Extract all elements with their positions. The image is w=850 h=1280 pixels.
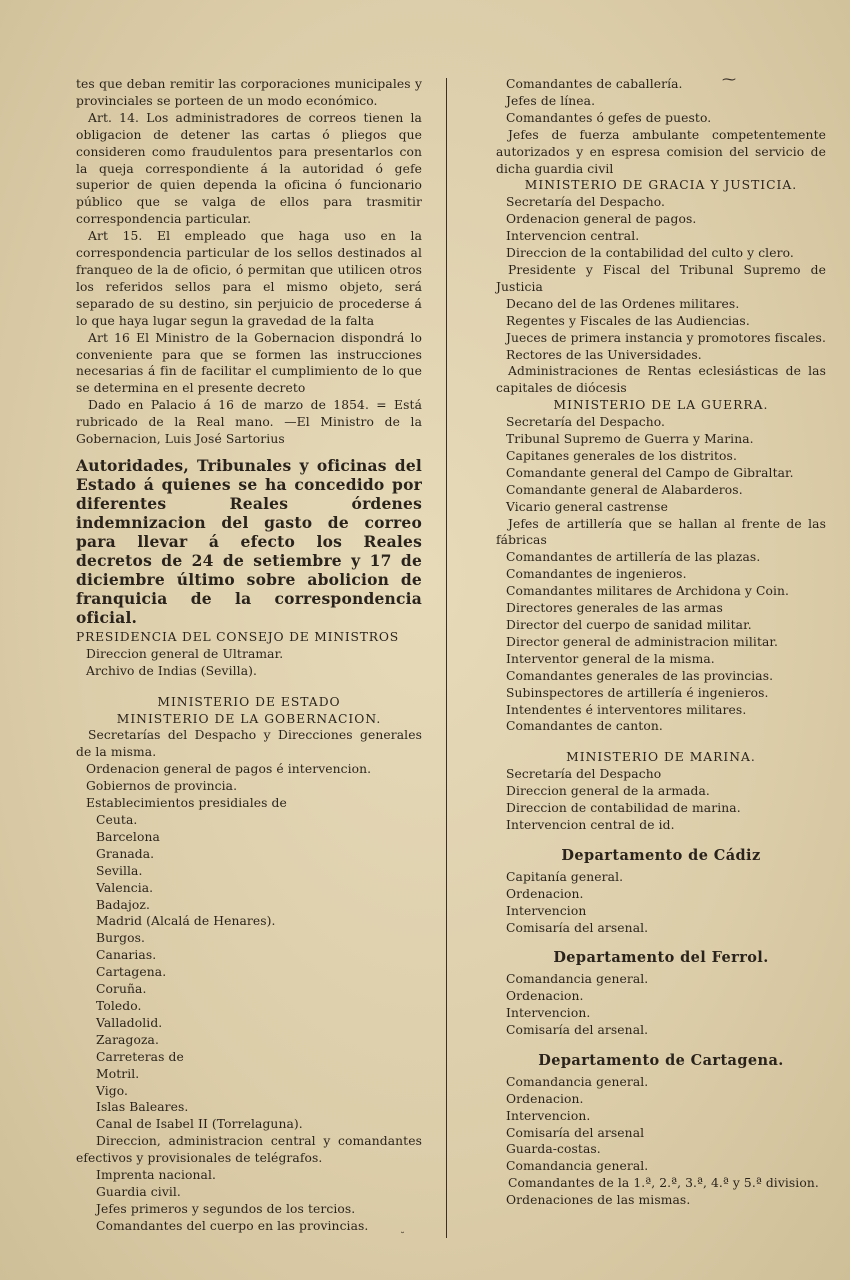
column-rule — [446, 78, 447, 1238]
list-item: Ordenacion. — [506, 1091, 584, 1106]
list-item: Comandantes de artillería de las plazas. — [506, 550, 761, 565]
list-item: Rectores de las Universidades. — [506, 347, 702, 362]
list-item: Secretaría del Despacho. — [506, 415, 666, 430]
presidencia-heading: PRESIDENCIA DEL CONSEJO DE MINISTROS — [76, 629, 399, 644]
list-item: Intendentes é interventores militares. — [506, 702, 747, 717]
list-item: Administraciones de Rentas eclesiásticas de las capitales de diócesis — [496, 364, 826, 396]
list-item: Comandancia general. — [506, 1159, 649, 1174]
list-item: Ordenaciones de las mismas. — [506, 1193, 691, 1208]
list-item: Comandantes del cuerpo en las provincias. — [96, 1218, 369, 1233]
presidio-item: Valladolid. — [96, 1015, 163, 1030]
presidio-item: Valencia. — [96, 880, 154, 895]
list-item: Comandantes de caballería. — [506, 77, 683, 91]
presidio-item: Islas Baleares. — [96, 1100, 189, 1115]
section-heading: Autoridades, Tribunales y oficinas del Estado á quienes se ha concedido por diferentes Reales órdenes indemnizacion del gasto de correo para llevar á efecto los Reales decretos de 24 de setiembre y 17 de diciembre último sobre abolicion de franquicia de la correspondencia oficial. — [76, 455, 422, 627]
ferrol-heading: Departamento del Ferrol. — [553, 949, 769, 967]
list-item: Direccion general de la armada. — [506, 784, 710, 799]
list-item: Jefes primeros y segundos de los tercios. — [96, 1201, 356, 1216]
list-item: Direccion general de Ultramar. — [86, 646, 284, 661]
presidio-item: Vigo. — [96, 1083, 129, 1098]
list-item: Direccion de la contabilidad del culto y clero. — [506, 246, 794, 261]
list-item: Intervencion — [506, 903, 587, 918]
list-item: Ordenacion general de pagos. — [506, 212, 697, 227]
list-item: Presidente y Fiscal del Tribunal Supremo de Justicia — [496, 262, 826, 294]
list-item: Secretarías del Despacho y Direcciones generales de la misma. — [76, 728, 422, 760]
list-item: Intervencion. — [506, 1108, 591, 1123]
list-item: Comandante general de Alabarderos. — [506, 482, 743, 497]
list-item: Canal de Isabel II (Torrelaguna). — [96, 1117, 303, 1132]
list-item: Intervencion central de id. — [506, 817, 675, 832]
list-item: Guardia civil. — [96, 1184, 181, 1199]
list-item: Tribunal Supremo de Guerra y Marina. — [506, 432, 754, 447]
list-item: Establecimientos presidiales de — [86, 796, 287, 811]
presidio-item: Zaragoza. — [96, 1032, 159, 1047]
list-item: Regentes y Fiscales de las Audiencias. — [506, 313, 750, 328]
list-item: Imprenta nacional. — [96, 1168, 217, 1183]
presidio-item: Motril. — [96, 1066, 140, 1081]
cartagena-heading: Departamento de Cartagena. — [538, 1051, 784, 1069]
article-15: Art 15. El empleado que haga uso en la correspondencia particular de los sellos destinados al franqueo de la de oficio, ó permitan que utilicen otros los referidos sellos para el mismo objeto, será separado de su destino, sin perjuicio de procederse á lo que haya lugar segun la gravedad de la falta — [76, 229, 422, 328]
list-item: Comandantes ó gefes de puesto. — [506, 110, 712, 125]
list-item: Intervencion central. — [506, 229, 640, 244]
list-item: Comandancia general. — [506, 972, 649, 987]
list-item: Comisaría del arsenal. — [506, 1023, 649, 1038]
list-item: Secretaría del Despacho — [506, 767, 662, 782]
list-item: Secretaría del Despacho. — [506, 195, 666, 210]
list-item: Jueces de primera instancia y promotores fiscales. — [506, 330, 826, 345]
list-item: Capitanes generales de los distritos. — [506, 448, 737, 463]
list-item: Director del cuerpo de sanidad militar. — [506, 618, 752, 632]
presidio-item: Madrid (Alcalá de Henares). — [96, 914, 276, 929]
presidio-item: Sevilla. — [96, 863, 143, 878]
list-item: Comandantes generales de las provincias. — [506, 668, 774, 683]
list-item: Direccion, administracion central y comandantes efectivos y provisionales de telégrafos. — [76, 1134, 422, 1166]
list-item: Interventor general de la misma. — [506, 651, 715, 666]
left-column — [76, 76, 422, 1235]
presidio-item: Carreteras de — [96, 1049, 184, 1064]
presidio-item: Toledo. — [96, 998, 142, 1013]
intro-paragraph: tes que deban remitir las corporaciones municipales y provinciales se porteen de un modo económico. — [76, 77, 422, 108]
list-item: Comandante general del Campo de Gibraltar. — [506, 465, 794, 480]
cadiz-heading: Departamento de Cádiz — [561, 846, 761, 864]
list-item: Vicario general castrense — [506, 499, 668, 514]
presidio-item: Badajoz. — [96, 897, 150, 912]
presidio-item: Coruña. — [96, 982, 147, 997]
list-item: Subinspectores de artillería é ingenieros. — [506, 685, 769, 700]
guerra-heading: MINISTERIO DE LA GUERRA. — [553, 398, 769, 413]
estado-heading: MINISTERIO DE ESTADO — [157, 694, 341, 709]
presidio-item: Ceuta. — [96, 813, 138, 827]
presidio-item: Granada. — [96, 846, 155, 861]
list-item: Comandantes de canton. — [506, 719, 663, 734]
list-item: Jefes de fuerza ambulante competentemente autorizados y en espresa comision del servicio de dicha guardia civil — [496, 127, 826, 176]
list-item: Comandantes de ingenieros. — [506, 567, 687, 582]
presidio-item: Cartagena. — [96, 965, 167, 980]
list-item: Archivo de Indias (Sevilla). — [86, 663, 258, 678]
list-item: Direccion de contabilidad de marina. — [506, 801, 741, 816]
gracia-heading: MINISTERIO DE GRACIA Y JUSTICIA. — [524, 178, 798, 193]
list-item: Capitanía general. — [506, 869, 624, 884]
list-item: Ordenacion general de pagos é intervencion. — [86, 762, 372, 777]
presidio-item: Canarias. — [96, 948, 157, 963]
list-item: Comisaría del arsenal — [506, 1125, 645, 1140]
gobernacion-heading: MINISTERIO DE LA GOBERNACION. — [116, 711, 382, 726]
list-item: Jefes de línea. — [506, 93, 596, 108]
ink-mark-icon: ⁓ — [722, 72, 736, 88]
list-item: Comisaría del arsenal. — [506, 920, 649, 935]
list-item: Ordenacion. — [506, 886, 584, 901]
list-item: Jefes de artillería que se hallan al frente de las fábricas — [496, 516, 826, 548]
presidio-item: Burgos. — [96, 931, 146, 946]
article-14: Art. 14. Los administradores de correos tienen la obligacion de detener las cartas ó pliegos que consideren como fraudulentos para presentarlos con la queja correspondiente á la autoridad ó gefe superior de quien dependa la oficina ó funcionario público que se valga de ellos para trasmitir correspondencia particular. — [76, 110, 422, 227]
right-column — [496, 76, 826, 1209]
list-item: Decano del de las Ordenes militares. — [506, 296, 740, 311]
dated-signature: Dado en Palacio á 16 de marzo de 1854. = Está rubricado de la Real mano. —El Ministro de la Gobernacion, Luis José Sartorius — [76, 398, 422, 447]
list-item: Comandantes militares de Archidona y Coin. — [506, 584, 790, 599]
list-item: Directores generales de las armas — [506, 601, 723, 616]
list-item: Director general de administracion militar. — [506, 634, 779, 649]
marina-heading: MINISTERIO DE MARINA. — [566, 750, 756, 765]
list-item: Ordenacion. — [506, 989, 584, 1004]
list-item: Gobiernos de provincia. — [86, 779, 238, 794]
list-item: Guarda-costas. — [506, 1142, 601, 1157]
list-item: Comandantes de la 1.ª, 2.ª, 3.ª, 4.ª y 5.ª division. — [508, 1176, 819, 1191]
article-16: Art 16 El Ministro de la Gobernacion dispondrá lo conveniente para que se formen las instrucciones necesarias á fin de facilitar el cumplimiento de lo que se determina en el presente decreto — [76, 330, 422, 396]
list-item: Intervencion. — [506, 1006, 591, 1021]
list-item: Comandancia general. — [506, 1074, 649, 1089]
page-mark-icon: ˘ — [400, 1232, 405, 1243]
presidio-item: Barcelona — [96, 829, 160, 844]
